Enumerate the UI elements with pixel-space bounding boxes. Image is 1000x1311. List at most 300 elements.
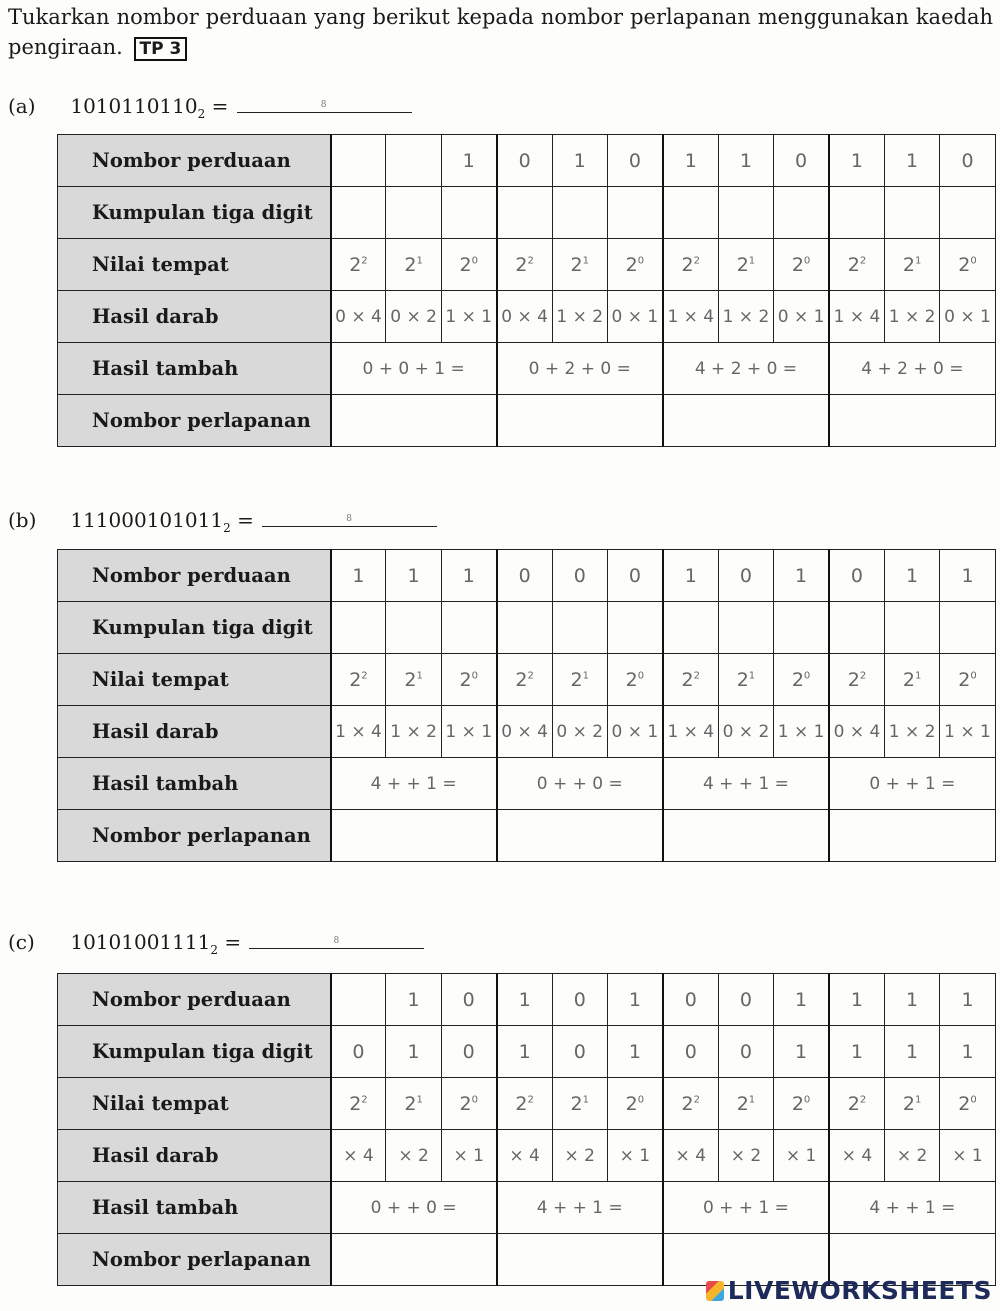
place-value-cell: [829, 654, 884, 706]
place-value-base: 2: [349, 1092, 362, 1115]
place-value-base: 2: [681, 253, 694, 276]
place-value-exponent: 1: [416, 255, 423, 267]
row-header: Hasil tambah: [58, 758, 331, 810]
row-header: Nombor perduaan: [58, 974, 331, 1026]
base-subscript: 2: [197, 107, 206, 121]
product-cell: 0 × 2: [386, 291, 441, 343]
group-digit-cell[interactable]: 0: [552, 1026, 607, 1078]
place-value-base: 2: [958, 1092, 971, 1115]
row-hasil-tambah: [58, 343, 996, 395]
place-value-base: 2: [459, 668, 472, 691]
group-digit-cell[interactable]: [331, 187, 386, 239]
product-cell: 1 × 1: [441, 291, 496, 343]
place-value-exponent: 0: [970, 255, 977, 267]
binary-digit-cell: 1: [441, 550, 496, 602]
question-b-line: [8, 508, 437, 535]
place-value-exponent: 0: [803, 1094, 811, 1106]
answer-blank[interactable]: [262, 508, 437, 527]
row-header: Nilai tempat: [58, 1078, 331, 1130]
binary-digit-cell: 1: [884, 550, 939, 602]
place-value-exponent: 2: [693, 670, 701, 682]
place-value-exponent: 2: [361, 1094, 368, 1106]
place-value-base: 2: [736, 1092, 749, 1115]
row-kumpulan-tiga-digit: [58, 602, 996, 654]
place-value-exponent: 0: [471, 255, 478, 267]
conversion-table-a: [57, 134, 996, 447]
place-value-base: 2: [791, 668, 804, 691]
octal-answer-cell[interactable]: [331, 810, 497, 862]
place-value-base: 2: [349, 668, 362, 691]
group-digit-cell[interactable]: [940, 602, 995, 654]
group-digit-cell[interactable]: 1: [386, 1026, 441, 1078]
binary-digit-cell: 1: [386, 550, 441, 602]
place-value-exponent: 1: [582, 1094, 589, 1106]
row-nombor-perlapanan: [58, 395, 996, 447]
place-value-cell: [441, 654, 496, 706]
row-header: Kumpulan tiga digit: [58, 602, 331, 654]
product-cell: 0 × 1: [940, 291, 995, 343]
group-digit-cell[interactable]: [774, 602, 829, 654]
place-value-exponent: 1: [582, 255, 589, 267]
place-value-cell: [607, 654, 662, 706]
sum-cell: 0 + + 0 =: [497, 758, 663, 810]
answer-base: 8: [320, 100, 327, 110]
group-digit-cell[interactable]: [552, 187, 607, 239]
sum-cell: 4 + + 1 =: [331, 758, 497, 810]
place-value-exponent: 1: [748, 255, 756, 267]
octal-answer-cell[interactable]: [663, 395, 829, 447]
binary-digit-cell: 1: [331, 550, 386, 602]
binary-digit-cell: [331, 974, 386, 1026]
octal-answer-cell[interactable]: [829, 395, 995, 447]
product-cell: × 4: [663, 1130, 718, 1182]
product-cell: × 2: [552, 1130, 607, 1182]
equals-sign: =: [224, 930, 242, 954]
row-header: Hasil tambah: [58, 1182, 331, 1234]
place-value-cell: [497, 1078, 552, 1130]
row-nilai-tempat: [58, 239, 996, 291]
octal-answer-cell[interactable]: [497, 1234, 663, 1286]
binary-digit-cell: 1: [940, 974, 995, 1026]
binary-digit-cell: [386, 135, 441, 187]
place-value-exponent: 1: [914, 1094, 922, 1106]
place-value-cell: [718, 654, 773, 706]
product-cell: 0 × 4: [497, 706, 552, 758]
place-value-cell: [331, 654, 386, 706]
group-digit-cell[interactable]: [386, 187, 441, 239]
group-digit-cell[interactable]: [552, 602, 607, 654]
row-header: Nombor perlapanan: [58, 395, 331, 447]
place-value-cell: [774, 239, 829, 291]
octal-answer-cell[interactable]: [331, 1234, 497, 1286]
place-value-cell: [940, 654, 995, 706]
place-value-exponent: 0: [970, 670, 977, 682]
binary-digit-cell: 1: [829, 135, 884, 187]
product-cell: × 1: [441, 1130, 496, 1182]
place-value-base: 2: [515, 1092, 528, 1115]
group-digit-cell[interactable]: [718, 187, 773, 239]
binary-digit-cell: 1: [497, 974, 552, 1026]
answer-blank[interactable]: [249, 930, 424, 949]
product-cell: × 2: [386, 1130, 441, 1182]
place-value-base: 2: [681, 1092, 694, 1115]
product-cell: 1 × 2: [386, 706, 441, 758]
answer-base: 8: [346, 514, 352, 524]
place-value-base: 2: [515, 668, 528, 691]
row-kumpulan-tiga-digit: [58, 187, 996, 239]
place-value-base: 2: [791, 253, 804, 276]
product-cell: × 1: [607, 1130, 662, 1182]
place-value-cell: [386, 654, 441, 706]
place-value-exponent: 1: [582, 670, 589, 682]
sum-cell: 4 + + 1 =: [663, 758, 829, 810]
group-digit-cell[interactable]: [663, 602, 718, 654]
row-header: Hasil darab: [58, 706, 331, 758]
group-digit-cell[interactable]: 0: [663, 1026, 718, 1078]
place-value-exponent: 1: [748, 1094, 756, 1106]
octal-answer-cell[interactable]: [829, 810, 995, 862]
binary-digit-cell: 1: [607, 974, 662, 1026]
place-value-cell: [884, 654, 939, 706]
product-cell: × 2: [718, 1130, 773, 1182]
place-value-cell: [331, 1078, 386, 1130]
octal-answer-cell[interactable]: [497, 810, 663, 862]
group-digit-cell[interactable]: [386, 602, 441, 654]
product-cell: × 1: [774, 1130, 829, 1182]
row-nombor-perduaan: [58, 974, 996, 1026]
group-digit-cell[interactable]: 0: [718, 1026, 773, 1078]
place-value-cell: [829, 1078, 884, 1130]
product-cell: × 1: [940, 1130, 995, 1182]
question-label: (c): [8, 930, 35, 954]
row-header: Kumpulan tiga digit: [58, 187, 331, 239]
equals-sign: =: [237, 508, 254, 532]
place-value-cell: [441, 239, 496, 291]
binary-digit-cell: 1: [718, 135, 773, 187]
product-cell: × 4: [829, 1130, 884, 1182]
brand-icon: [706, 1281, 724, 1301]
place-value-cell: [386, 239, 441, 291]
place-value-base: 2: [625, 253, 638, 276]
place-value-base: 2: [570, 668, 583, 691]
place-value-cell: [718, 239, 773, 291]
place-value-base: 2: [570, 1092, 583, 1115]
place-value-exponent: 0: [637, 255, 645, 267]
binary-digit-cell: 1: [441, 135, 496, 187]
place-value-base: 2: [847, 668, 860, 691]
place-value-base: 2: [736, 253, 749, 276]
octal-answer-cell[interactable]: [497, 395, 663, 447]
group-digit-cell[interactable]: 1: [940, 1026, 995, 1078]
place-value-exponent: 2: [361, 255, 368, 267]
row-header: Nombor perduaan: [58, 550, 331, 602]
row-header: Hasil darab: [58, 1130, 331, 1182]
binary-digit-cell: [331, 135, 386, 187]
binary-digit-cell: 1: [552, 135, 607, 187]
group-digit-cell[interactable]: [829, 187, 884, 239]
binary-digit-cell: 0: [552, 550, 607, 602]
place-value-exponent: 2: [527, 1094, 534, 1106]
place-value-exponent: 0: [471, 1094, 478, 1106]
product-cell: 0 × 1: [607, 291, 662, 343]
place-value-base: 2: [349, 253, 362, 276]
product-cell: 0 × 1: [607, 706, 662, 758]
binary-digit-cell: 1: [663, 550, 718, 602]
place-value-cell: [607, 239, 662, 291]
place-value-base: 2: [459, 1092, 472, 1115]
place-value-exponent: 1: [914, 255, 922, 267]
place-value-exponent: 2: [859, 1094, 867, 1106]
place-value-exponent: 2: [693, 1094, 701, 1106]
place-value-base: 2: [625, 668, 638, 691]
question-c-line: [8, 930, 424, 957]
product-cell: 0 × 2: [718, 706, 773, 758]
place-value-cell: [884, 239, 939, 291]
group-digit-cell[interactable]: 0: [331, 1026, 386, 1078]
place-value-base: 2: [791, 1092, 804, 1115]
place-value-cell: [663, 1078, 718, 1130]
answer-base: 8: [333, 936, 340, 946]
place-value-exponent: 0: [637, 670, 645, 682]
group-digit-cell[interactable]: [718, 602, 773, 654]
row-nombor-perlapanan: [58, 810, 996, 862]
place-value-exponent: 2: [361, 670, 368, 682]
product-cell: 0 × 4: [331, 291, 386, 343]
binary-digit-cell: 1: [774, 550, 829, 602]
tp-badge: TP 3: [134, 37, 188, 61]
group-digit-cell[interactable]: 1: [884, 1026, 939, 1078]
group-digit-cell[interactable]: [441, 602, 496, 654]
product-cell: 1 × 2: [718, 291, 773, 343]
place-value-exponent: 2: [527, 255, 534, 267]
place-value-base: 2: [404, 668, 417, 691]
group-digit-cell[interactable]: [829, 602, 884, 654]
row-hasil-darab: [58, 1130, 996, 1182]
place-value-exponent: 1: [416, 670, 423, 682]
binary-digit-cell: 0: [829, 550, 884, 602]
group-digit-cell[interactable]: [607, 187, 662, 239]
product-cell: 1 × 4: [663, 706, 718, 758]
place-value-cell: [386, 1078, 441, 1130]
place-value-base: 2: [404, 253, 417, 276]
conversion-table-b: [57, 549, 996, 862]
product-cell: 1 × 2: [884, 291, 939, 343]
place-value-base: 2: [847, 1092, 860, 1115]
binary-digit-cell: 0: [607, 135, 662, 187]
binary-digit-cell: 1: [386, 974, 441, 1026]
binary-digit-cell: 0: [552, 974, 607, 1026]
place-value-base: 2: [681, 668, 694, 691]
sum-cell: 0 + + 1 =: [829, 758, 995, 810]
product-cell: 1 × 4: [829, 291, 884, 343]
place-value-cell: [441, 1078, 496, 1130]
place-value-base: 2: [902, 253, 915, 276]
product-cell: 1 × 2: [884, 706, 939, 758]
binary-digit-cell: 0: [497, 550, 552, 602]
place-value-cell: [552, 654, 607, 706]
binary-number: 1010110110: [70, 94, 198, 118]
place-value-exponent: 2: [693, 255, 701, 267]
binary-digit-cell: 0: [718, 974, 773, 1026]
product-cell: 1 × 4: [331, 706, 386, 758]
binary-number: 111000101011: [70, 508, 224, 532]
row-nombor-perduaan: [58, 135, 996, 187]
place-value-base: 2: [625, 1092, 638, 1115]
place-value-cell: [497, 239, 552, 291]
product-cell: 0 × 4: [829, 706, 884, 758]
place-value-base: 2: [902, 1092, 915, 1115]
binary-number: 10101001111: [70, 930, 211, 954]
row-header: Nombor perduaan: [58, 135, 331, 187]
sum-cell: 4 + 2 + 0 =: [663, 343, 829, 395]
row-hasil-darab: [58, 291, 996, 343]
product-cell: 1 × 1: [940, 706, 995, 758]
group-digit-cell[interactable]: 1: [829, 1026, 884, 1078]
place-value-base: 2: [459, 253, 472, 276]
binary-digit-cell: 0: [774, 135, 829, 187]
place-value-cell: [940, 239, 995, 291]
group-digit-cell[interactable]: 1: [774, 1026, 829, 1078]
equals-sign: =: [211, 94, 229, 118]
place-value-exponent: 0: [803, 670, 811, 682]
question-a-line: [8, 94, 412, 121]
binary-digit-cell: 0: [607, 550, 662, 602]
binary-digit-cell: 0: [940, 135, 995, 187]
row-header: Kumpulan tiga digit: [58, 1026, 331, 1078]
place-value-cell: [552, 239, 607, 291]
place-value-cell: [940, 1078, 995, 1130]
place-value-base: 2: [404, 1092, 417, 1115]
place-value-exponent: 0: [637, 1094, 645, 1106]
binary-digit-cell: 1: [884, 974, 939, 1026]
sum-cell: 0 + + 1 =: [663, 1182, 829, 1234]
octal-answer-cell[interactable]: [331, 395, 497, 447]
product-cell: 1 × 1: [441, 706, 496, 758]
sum-cell: 4 + 2 + 0 =: [829, 343, 995, 395]
row-header: Nilai tempat: [58, 654, 331, 706]
place-value-cell: [884, 1078, 939, 1130]
instruction-text: Tukarkan nombor perduaan yang berikut kepada nombor perlapanan menggunakan kaedah pengiraan.: [8, 5, 993, 59]
product-cell: 0 × 4: [497, 291, 552, 343]
group-digit-cell[interactable]: [774, 187, 829, 239]
octal-answer-cell[interactable]: [663, 810, 829, 862]
place-value-exponent: 1: [748, 670, 756, 682]
row-header: Nombor perlapanan: [58, 1234, 331, 1286]
liveworksheets-logo: [706, 1276, 992, 1305]
group-digit-cell[interactable]: 1: [497, 1026, 552, 1078]
binary-digit-cell: 1: [829, 974, 884, 1026]
row-header: Nilai tempat: [58, 239, 331, 291]
group-digit-cell[interactable]: [663, 187, 718, 239]
binary-digit-cell: 1: [940, 550, 995, 602]
instruction: [8, 2, 993, 62]
place-value-exponent: 1: [914, 670, 922, 682]
place-value-exponent: 0: [803, 255, 811, 267]
place-value-base: 2: [515, 253, 528, 276]
question-label: (b): [8, 508, 37, 532]
row-hasil-tambah: [58, 758, 996, 810]
binary-digit-cell: 1: [663, 135, 718, 187]
group-digit-cell[interactable]: [884, 602, 939, 654]
place-value-cell: [331, 239, 386, 291]
product-cell: 1 × 4: [663, 291, 718, 343]
sum-cell: 4 + + 1 =: [497, 1182, 663, 1234]
product-cell: 0 × 1: [774, 291, 829, 343]
group-digit-cell[interactable]: [497, 602, 552, 654]
product-cell: × 4: [497, 1130, 552, 1182]
place-value-cell: [663, 654, 718, 706]
place-value-exponent: 1: [416, 1094, 423, 1106]
sum-cell: 0 + 2 + 0 =: [497, 343, 663, 395]
group-digit-cell[interactable]: 0: [441, 1026, 496, 1078]
row-nilai-tempat: [58, 654, 996, 706]
place-value-cell: [774, 1078, 829, 1130]
place-value-exponent: 0: [970, 1094, 977, 1106]
place-value-cell: [663, 239, 718, 291]
row-header: Hasil tambah: [58, 343, 331, 395]
row-header: Nombor perlapanan: [58, 810, 331, 862]
binary-digit-cell: 0: [497, 135, 552, 187]
binary-digit-cell: 0: [663, 974, 718, 1026]
group-digit-cell[interactable]: [331, 602, 386, 654]
place-value-base: 2: [958, 253, 971, 276]
binary-digit-cell: 1: [884, 135, 939, 187]
place-value-base: 2: [570, 253, 583, 276]
place-value-cell: [718, 1078, 773, 1130]
product-cell: 0 × 2: [552, 706, 607, 758]
group-digit-cell[interactable]: 1: [607, 1026, 662, 1078]
product-cell: × 4: [331, 1130, 386, 1182]
place-value-exponent: 2: [859, 255, 867, 267]
place-value-cell: [829, 239, 884, 291]
group-digit-cell[interactable]: [497, 187, 552, 239]
group-digit-cell[interactable]: [940, 187, 995, 239]
place-value-base: 2: [736, 668, 749, 691]
binary-digit-cell: 0: [718, 550, 773, 602]
sum-cell: 4 + + 1 =: [829, 1182, 995, 1234]
question-label: (a): [8, 94, 36, 118]
row-hasil-tambah: [58, 1182, 996, 1234]
sum-cell: 0 + 0 + 1 =: [331, 343, 497, 395]
row-kumpulan-tiga-digit: [58, 1026, 996, 1078]
place-value-base: 2: [902, 668, 915, 691]
product-cell: 1 × 2: [552, 291, 607, 343]
conversion-table-c: [57, 973, 996, 1286]
sum-cell: 0 + + 0 =: [331, 1182, 497, 1234]
place-value-exponent: 2: [527, 670, 534, 682]
row-header: Hasil darab: [58, 291, 331, 343]
group-digit-cell[interactable]: [607, 602, 662, 654]
place-value-base: 2: [847, 253, 860, 276]
binary-digit-cell: 1: [774, 974, 829, 1026]
product-cell: 1 × 1: [774, 706, 829, 758]
row-hasil-darab: [58, 706, 996, 758]
row-nilai-tempat: [58, 1078, 996, 1130]
place-value-cell: [774, 654, 829, 706]
base-subscript: 2: [223, 521, 231, 535]
base-subscript: 2: [210, 943, 218, 957]
place-value-base: 2: [958, 668, 971, 691]
place-value-cell: [497, 654, 552, 706]
row-nombor-perduaan: [58, 550, 996, 602]
group-digit-cell[interactable]: [884, 187, 939, 239]
group-digit-cell[interactable]: [441, 187, 496, 239]
answer-blank[interactable]: [237, 94, 412, 113]
place-value-exponent: 0: [471, 670, 478, 682]
place-value-exponent: 2: [859, 670, 867, 682]
place-value-cell: [552, 1078, 607, 1130]
binary-digit-cell: 0: [441, 974, 496, 1026]
